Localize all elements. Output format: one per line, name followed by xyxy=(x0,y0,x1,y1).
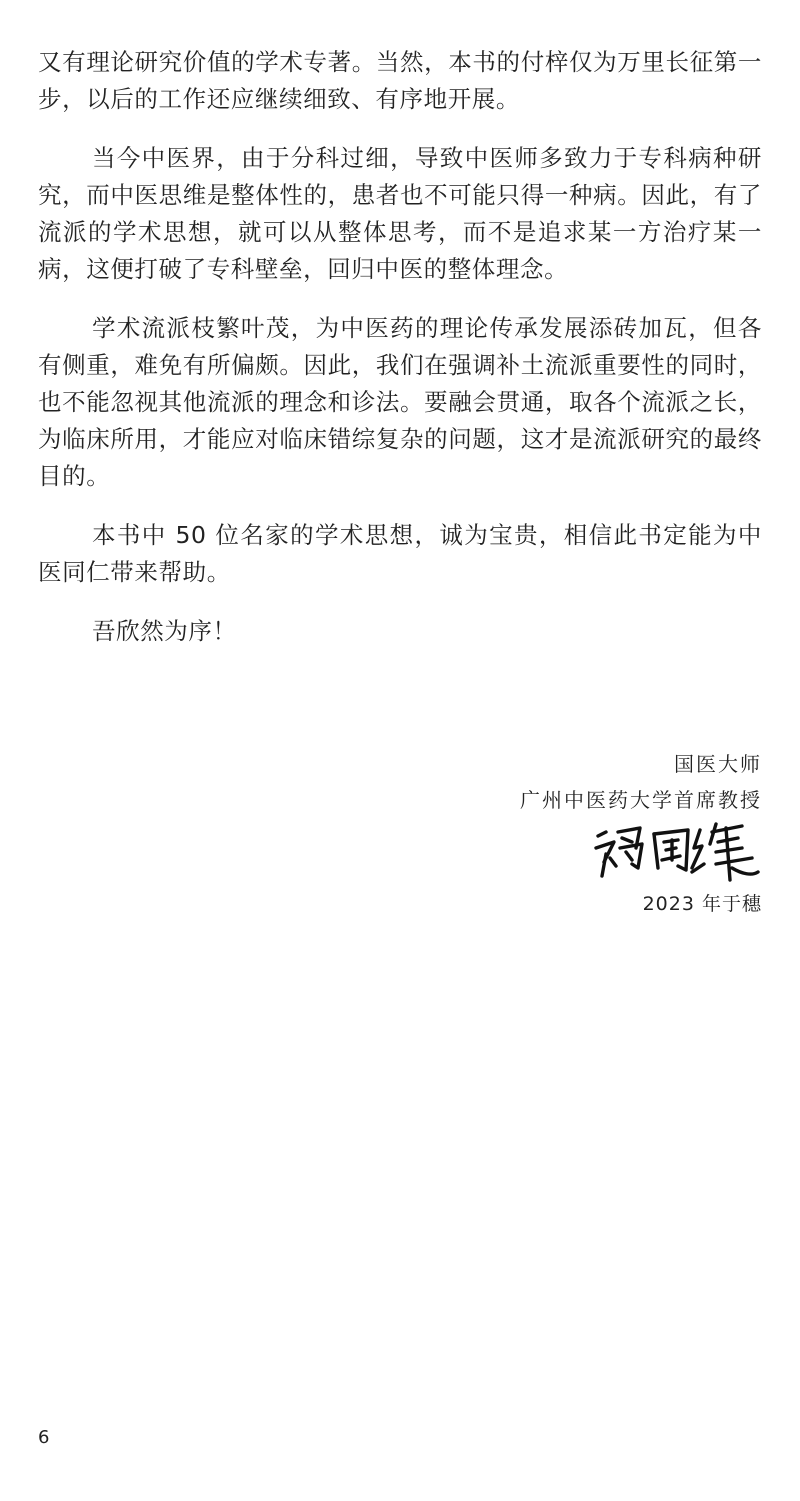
paragraph-2: 当今中医界，由于分科过细，导致中医师多致力于专科病种研究，而中医思维是整体性的，患者也不可能只得一种病。因此，有了流派的学术思想，就可以从整体思考，而不是追求某一方治疗某一病，这便打破了专科壁垒，回归中医的整体理念。 xyxy=(38,144,762,283)
signature-block xyxy=(520,746,762,922)
paragraph-5: 吾欣然为序！ xyxy=(92,617,237,645)
paragraph-4: 本书中 50 位名家的学术思想，诚为宝贵，相信此书定能为中医同仁带来帮助。 xyxy=(38,521,762,586)
author-affiliation: 广州中医药大学首席教授 xyxy=(520,788,762,812)
paragraph-1: 又有理论研究价值的学术专著。当然，本书的付梓仅为万里长征第一步，以后的工作还应继续细致、有序地开展。 xyxy=(38,48,762,113)
paragraph-3: 学术流派枝繁叶茂，为中医药的理论传承发展添砖加瓦，但各有侧重，难免有所偏颇。因此，我们在强调补土流派重要性的同时，也不能忽视其他流派的理念和诊法。要融会贯通，取各个流派之长，为临床所用，才能应对临床错综复杂的问题，这才是流派研究的最终目的。 xyxy=(38,314,762,490)
page-number: 6 xyxy=(38,1427,50,1448)
preface-body xyxy=(38,44,762,672)
handwritten-signature xyxy=(592,818,762,886)
date-place: 2023 年于穗 xyxy=(642,893,762,915)
author-title: 国医大师 xyxy=(674,752,762,776)
